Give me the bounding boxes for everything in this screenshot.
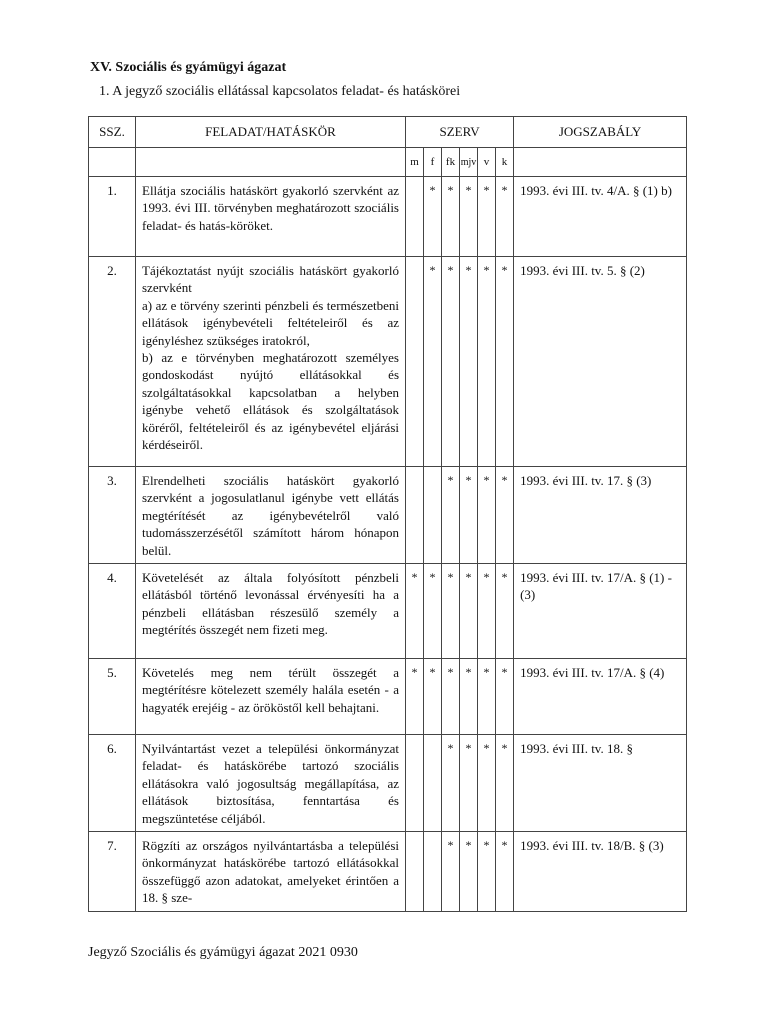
task-description: Ellátja szociális hatáskört gyakorló szervként az 1993. évi III. törvényben meghatározott szociális feladat- és hatás-köröket.	[136, 177, 406, 257]
table-row	[89, 257, 687, 467]
org-mark-m	[406, 257, 424, 467]
org-mark-v: *	[478, 177, 496, 257]
org-code-blank	[514, 148, 687, 177]
org-mark-v: *	[478, 467, 496, 564]
table-row	[89, 467, 687, 564]
org-mark-mjv: *	[460, 735, 478, 832]
org-code-fk: fk	[442, 148, 460, 177]
org-mark-f: *	[424, 659, 442, 735]
org-mark-k: *	[496, 257, 514, 467]
table-row	[89, 564, 687, 659]
org-mark-k: *	[496, 735, 514, 832]
org-code-m: m	[406, 148, 424, 177]
header-szerv: SZERV	[406, 117, 514, 148]
task-description: Tájékoztatást nyújt szociális hatáskört gyakorló szervként a) az e törvény szerinti pénzbeli és természetbeni ellátások igénybevételi feltételeiről és az igényléshez szükséges iratokról, b) az e törvényben meghatározott személyes gondoskodást nyújtó ellátásokkal és szolgáltatásokkal kapcsolatban a helyben igénybe vehető ellátások és szolgáltatások köréről, feltételeiről és az igénybevétel eljárási kérdéseiről.	[136, 257, 406, 467]
org-code-k: k	[496, 148, 514, 177]
task-description: Követelés meg nem térült összegét a megtérítésre kötelezett személy halála esetén - a hagyaték erejéig - az örököstől kell behajtani.	[136, 659, 406, 735]
org-mark-mjv: *	[460, 659, 478, 735]
law-reference: 1993. évi III. tv. 17/A. § (4)	[514, 659, 687, 735]
law-reference: 1993. évi III. tv. 4/A. § (1) b)	[514, 177, 687, 257]
page-footer: Jegyző Szociális és gyámügyi ágazat 2021 0930	[88, 945, 358, 960]
org-mark-k: *	[496, 467, 514, 564]
law-reference: 1993. évi III. tv. 17/A. § (1) - (3)	[514, 564, 687, 659]
org-code-row	[89, 148, 687, 177]
org-mark-mjv: *	[460, 467, 478, 564]
org-mark-fk: *	[442, 257, 460, 467]
law-reference: 1993. évi III. tv. 18/B. § (3)	[514, 832, 687, 912]
org-mark-m: *	[406, 659, 424, 735]
task-description: Nyilvántartást vezet a települési önkormányzat feladat- és hatáskörébe tartozó szociális ellátásokra való jogosultság megállapítása, az ellátások biztosítása, fenntartása és megszüntetése céljából.	[136, 735, 406, 832]
org-mark-m	[406, 177, 424, 257]
table-row	[89, 832, 687, 912]
subtitle: 1. A jegyző szociális ellátással kapcsolatos feladat- és hatáskörei	[99, 84, 461, 99]
row-number: 4.	[89, 564, 136, 659]
table-row	[89, 735, 687, 832]
row-number: 5.	[89, 659, 136, 735]
task-description: Elrendelheti szociális hatáskört gyakorló szervként a jogosulatlanul igénybe vett ellátás megtérítését az igénybevételről való tudomásszerzésétől számított három hónapon belül.	[136, 467, 406, 564]
org-mark-mjv: *	[460, 177, 478, 257]
org-code-blank	[136, 148, 406, 177]
row-number: 7.	[89, 832, 136, 912]
org-mark-f	[424, 467, 442, 564]
row-number: 3.	[89, 467, 136, 564]
law-reference: 1993. évi III. tv. 17. § (3)	[514, 467, 687, 564]
org-mark-fk: *	[442, 659, 460, 735]
org-code-mjv: mjv	[460, 148, 478, 177]
table-row	[89, 177, 687, 257]
org-mark-fk: *	[442, 467, 460, 564]
section-title: XV. Szociális és gyámügyi ágazat	[90, 60, 287, 75]
org-mark-m	[406, 735, 424, 832]
header-jogszabaly: JOGSZABÁLY	[514, 117, 687, 148]
org-mark-fk: *	[442, 177, 460, 257]
org-mark-fk: *	[442, 564, 460, 659]
row-number: 2.	[89, 257, 136, 467]
org-mark-mjv: *	[460, 564, 478, 659]
org-mark-f	[424, 832, 442, 912]
org-mark-k: *	[496, 659, 514, 735]
org-mark-mjv: *	[460, 832, 478, 912]
org-mark-k: *	[496, 177, 514, 257]
org-mark-fk: *	[442, 735, 460, 832]
task-table	[88, 116, 687, 912]
org-mark-f: *	[424, 177, 442, 257]
org-mark-v: *	[478, 564, 496, 659]
org-mark-k: *	[496, 832, 514, 912]
org-mark-f: *	[424, 257, 442, 467]
org-mark-mjv: *	[460, 257, 478, 467]
org-mark-m: *	[406, 564, 424, 659]
org-mark-fk: *	[442, 832, 460, 912]
org-code-f: f	[424, 148, 442, 177]
org-mark-v: *	[478, 257, 496, 467]
org-code-v: v	[478, 148, 496, 177]
table-row	[89, 659, 687, 735]
task-description: Követelését az általa folyósított pénzbeli ellátásból történő levonással érvényesíti ha a pénzbeli ellátásban részesülő személy a megtérítés összegét nem fizeti meg.	[136, 564, 406, 659]
org-mark-m	[406, 467, 424, 564]
org-mark-k: *	[496, 564, 514, 659]
row-number: 6.	[89, 735, 136, 832]
org-mark-v: *	[478, 735, 496, 832]
org-mark-f	[424, 735, 442, 832]
org-mark-v: *	[478, 832, 496, 912]
law-reference: 1993. évi III. tv. 5. § (2)	[514, 257, 687, 467]
law-reference: 1993. évi III. tv. 18. §	[514, 735, 687, 832]
header-ssz: SSZ.	[89, 117, 136, 148]
header-feladat: FELADAT/HATÁSKÖR	[136, 117, 406, 148]
task-description: Rögzíti az országos nyilvántartásba a települési önkormányzat hatáskörébe tartozó ellátásokkal összefüggő azon adatokat, amelyeket érintően a 18. § sze-	[136, 832, 406, 912]
row-number: 1.	[89, 177, 136, 257]
org-mark-v: *	[478, 659, 496, 735]
org-code-blank	[89, 148, 136, 177]
org-mark-m	[406, 832, 424, 912]
org-mark-f: *	[424, 564, 442, 659]
